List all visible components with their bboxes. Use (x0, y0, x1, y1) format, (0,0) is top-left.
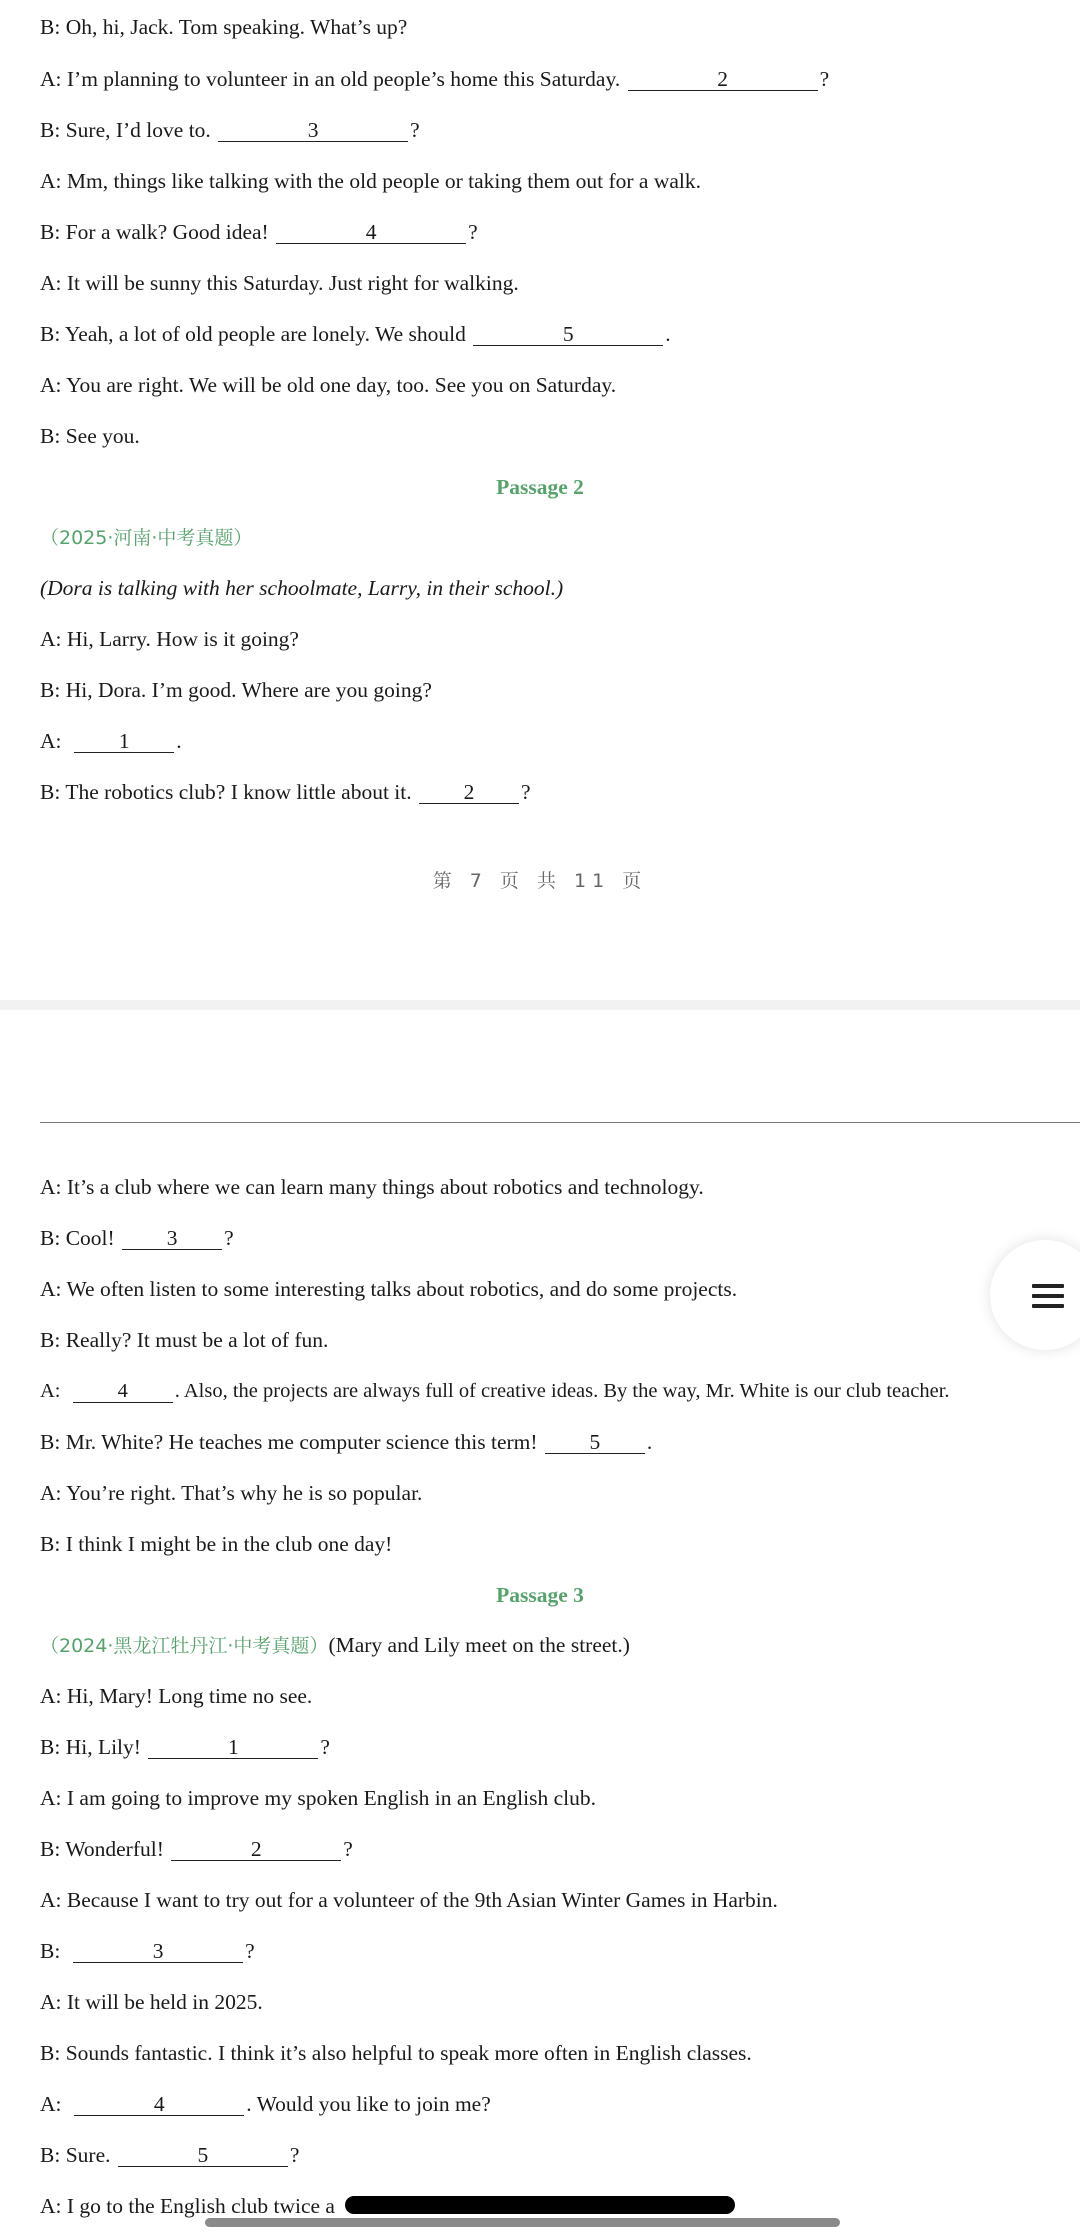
answer-blank: 3 (122, 1227, 222, 1250)
dialogue-line: B: Sure, I’d love to. 3 ? (40, 118, 420, 142)
redaction-bar (345, 2196, 735, 2214)
answer-blank: 4 (74, 2093, 244, 2116)
page-8 (0, 1010, 1080, 2234)
dialogue-line: A: Because I want to try out for a volunteer of the 9th Asian Winter Games in Harbin. (40, 1888, 778, 1912)
dialogue-line: B: Wonderful! 2 ? (40, 1837, 353, 1861)
dialogue-line: B: I think I might be in the club one day! (40, 1532, 393, 1556)
hamburger-menu-icon (1032, 1284, 1064, 1288)
dialogue-line: B: Hi, Dora. I’m good. Where are you going? (40, 678, 432, 702)
dialogue-line: B: Sure. 5 ? (40, 2143, 300, 2167)
passage-intro: (Dora is talking with her schoolmate, Larry, in their school.) (40, 576, 564, 600)
dialogue-line: A: I’m planning to volunteer in an old people’s home this Saturday. 2 ? (40, 67, 830, 91)
dialogue-line: B: Mr. White? He teaches me computer science this term! 5 . (40, 1430, 653, 1454)
dialogue-line: B: See you. (40, 424, 140, 448)
page-separator (0, 1000, 1080, 1010)
answer-blank: 5 (545, 1431, 645, 1454)
home-indicator[interactable] (205, 2218, 840, 2227)
passage-source: （2025·河南·中考真题） (40, 527, 253, 549)
page-number: 第 7 页 共 11 页 (432, 870, 648, 892)
dialogue-line: B: The robotics club? I know little about it. 2 ? (40, 780, 531, 804)
dialogue-line: B: 3 ? (40, 1939, 255, 1963)
dialogue-line: A: We often listen to some interesting talks about robotics, and do some projects. (40, 1277, 738, 1301)
passage-title: Passage 2 (496, 475, 584, 499)
dialogue-line: A: Hi, Mary! Long time no see. (40, 1684, 313, 1708)
dialogue-line: B: Really? It must be a lot of fun. (40, 1328, 329, 1352)
dialogue-line: B: For a walk? Good idea! 4 ? (40, 220, 478, 244)
dialogue-line: B: Yeah, a lot of old people are lonely. We should 5 . (40, 322, 671, 346)
dialogue-line: A: 1 . (40, 729, 182, 753)
answer-blank: 3 (73, 1940, 243, 1963)
hamburger-menu-icon-bar (1032, 1294, 1064, 1298)
hamburger-menu-icon-bar (1032, 1304, 1064, 1308)
passage-source: （2024·黑龙江牡丹江·中考真题）(Mary and Lily meet on the street.) (40, 1633, 630, 1657)
answer-blank: 2 (628, 68, 818, 91)
dialogue-line: B: Hi, Lily! 1 ? (40, 1735, 330, 1759)
dialogue-line: A: 4 . Also, the projects are always full of creative ideas. By the way, Mr. White is our club teacher. (40, 1380, 950, 1402)
dialogue-line: A: It’s a club where we can learn many things about robotics and technology. (40, 1175, 704, 1199)
answer-blank: 1 (74, 730, 174, 753)
passage-title: Passage 3 (496, 1583, 584, 1607)
answer-blank: 1 (148, 1736, 318, 1759)
answer-blank: 4 (73, 1380, 173, 1403)
dialogue-line: B: Oh, hi, Jack. Tom speaking. What’s up? (40, 15, 408, 39)
dialogue-line: B: Cool! 3 ? (40, 1226, 234, 1250)
dialogue-line: A: It will be sunny this Saturday. Just right for walking. (40, 271, 519, 295)
answer-blank: 5 (473, 323, 663, 346)
page-7 (0, 0, 1080, 1000)
dialogue-line: A: 4 . Would you like to join me? (40, 2092, 491, 2116)
dialogue-line: A: It will be held in 2025. (40, 1990, 263, 2014)
answer-blank: 5 (118, 2144, 288, 2167)
dialogue-line: A: You are right. We will be old one day, too. See you on Saturday. (40, 373, 617, 397)
dialogue-line: A: I go to the English club twice a (40, 2194, 335, 2218)
dialogue-line: A: I am going to improve my spoken English in an English club. (40, 1786, 596, 1810)
dialogue-line: A: Hi, Larry. How is it going? (40, 627, 299, 651)
answer-blank: 3 (218, 119, 408, 142)
dialogue-line: B: Sounds fantastic. I think it’s also helpful to speak more often in English classes. (40, 2041, 752, 2065)
answer-blank: 2 (419, 781, 519, 804)
dialogue-line: A: Mm, things like talking with the old people or taking them out for a walk. (40, 169, 702, 193)
answer-blank: 4 (276, 221, 466, 244)
answer-blank: 2 (171, 1838, 341, 1861)
dialogue-line: A: You’re right. That’s why he is so popular. (40, 1481, 423, 1505)
header-rule (40, 1122, 1080, 1123)
